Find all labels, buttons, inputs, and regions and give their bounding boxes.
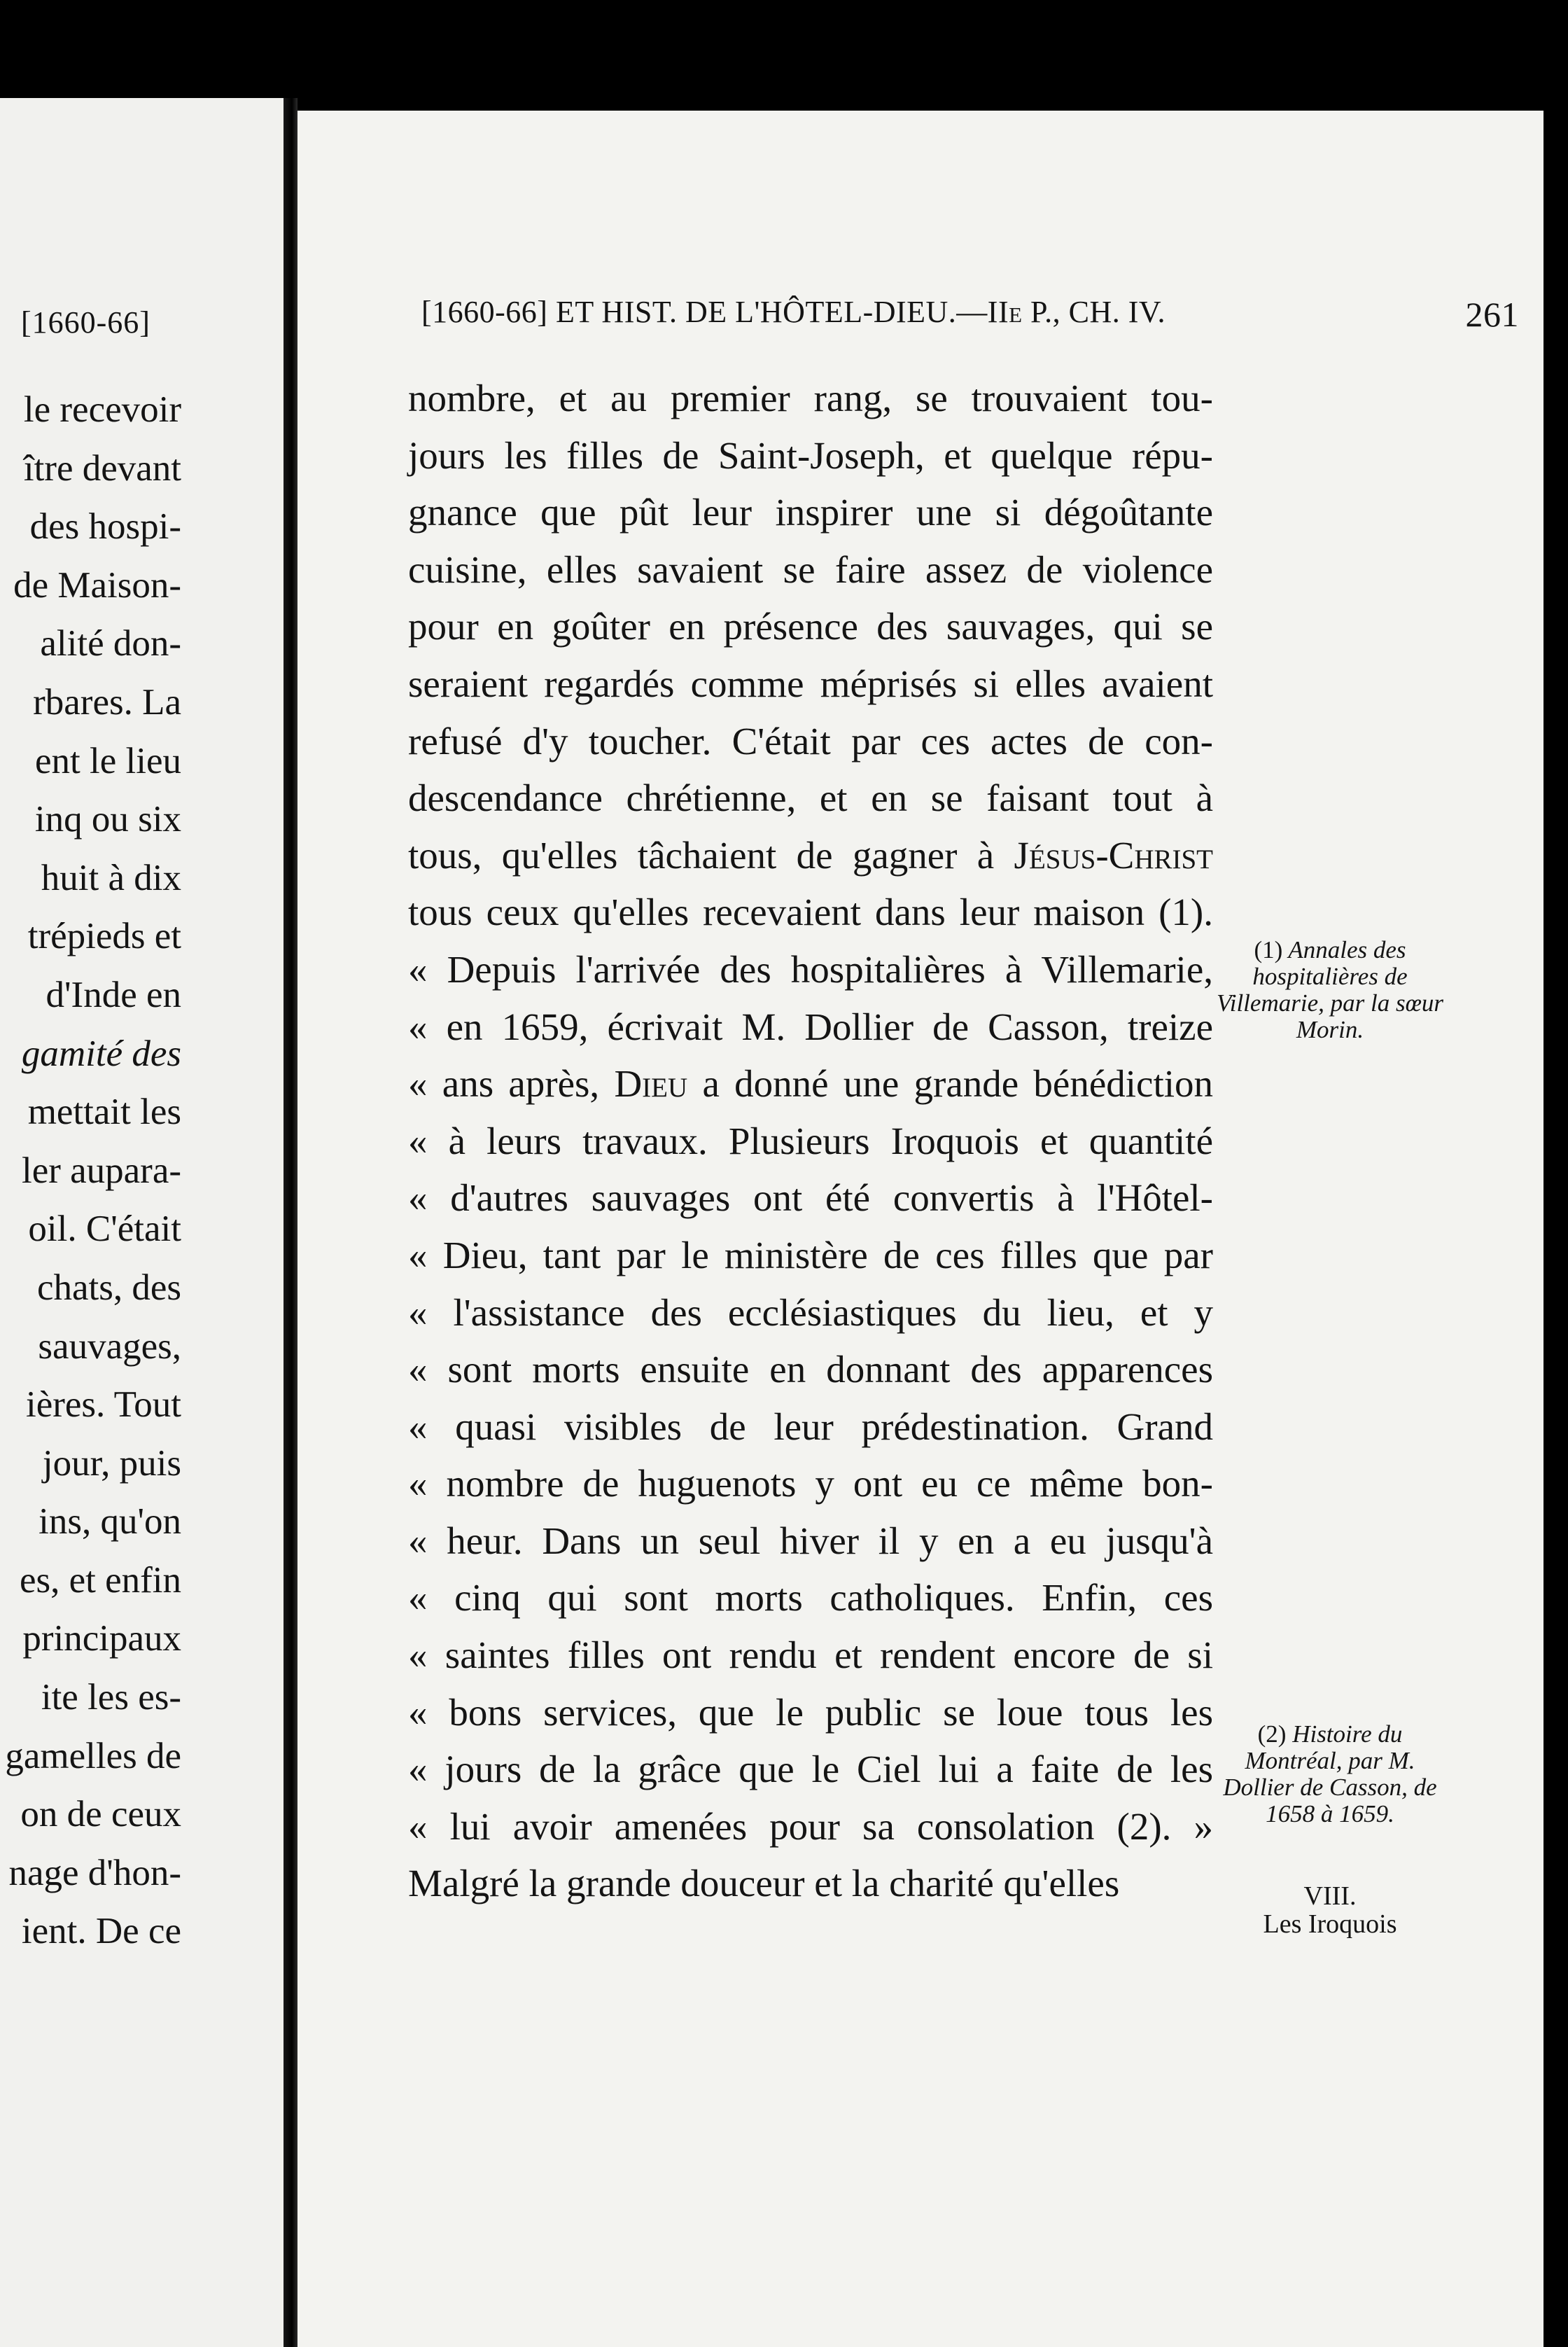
body-line-text: pour en goûter en présence des sauvages, qui se [408, 605, 1213, 648]
body-line-text: seraient regardés comme méprisés si elles avaient [408, 662, 1213, 705]
body-line [408, 1855, 1213, 1912]
small-caps-name: Dieu [614, 1062, 688, 1106]
left-page-line: gamité des [21, 1033, 181, 1074]
body-line-text: cuisine, elles savaient se faire assez de violence [408, 548, 1213, 591]
body-line [408, 541, 1213, 599]
left-page-line: des hospi- [29, 506, 181, 548]
body-line [408, 941, 1213, 998]
body-line-text: « en 1659, écrivait M. Dollier de Casson, treize [408, 1005, 1213, 1048]
footnote-1-number: (1) [1254, 936, 1283, 963]
body-line-text: « jours de la grâce que le Ciel lui a faite de les [408, 1748, 1213, 1791]
body-line-text: « nombre de huguenots y ont eu ce même bon- [408, 1462, 1213, 1505]
left-page-line: mettait les [27, 1092, 181, 1133]
left-page-line: es, et enfin [19, 1559, 181, 1601]
body-line-text: jours les filles de Saint-Joseph, et quelque répu- [408, 433, 1213, 477]
footnote-2-number: (2) [1257, 1720, 1287, 1748]
left-page-line: nage d'hon- [8, 1852, 181, 1893]
body-line [408, 427, 1213, 485]
body-line [408, 1055, 1213, 1113]
body-line [408, 655, 1213, 713]
body-line-text: refusé d'y toucher. C'était par ces actes de con- [408, 719, 1213, 762]
body-line-text: gnance que pût leur inspirer une si dégoûtante [408, 491, 1213, 534]
body-line [408, 1569, 1213, 1627]
left-page-line: inq ou six [34, 799, 181, 840]
body-line-text: « bons services, que le public se loue tous les [408, 1690, 1213, 1734]
body-line [408, 884, 1213, 941]
left-page-line: alité don- [40, 623, 181, 664]
body-line [408, 1741, 1213, 1798]
body-line [408, 1113, 1213, 1170]
left-page-line: chats, des [36, 1267, 181, 1308]
body-line [408, 1684, 1213, 1741]
header-running-title: ET HIST. DE L'HÔTEL-DIEU.—IIe P., CH. IV. [555, 295, 1166, 329]
footnote-2-text: Histoire du Montréal, par M. Dollier de Casson, de 1658 à 1659. [1223, 1720, 1437, 1827]
body-line [408, 1169, 1213, 1227]
body-line [408, 1512, 1213, 1570]
footnote-1 [1214, 937, 1446, 1043]
body-line [408, 713, 1213, 770]
body-line [408, 998, 1213, 1056]
left-page-line: principaux [22, 1618, 181, 1659]
body-line [408, 1398, 1213, 1456]
left-page [0, 98, 284, 2347]
body-line-text: « saintes filles ont rendu et rendent encore de si [408, 1634, 1213, 1677]
body-line-text: « d'autres sauvages ont été convertis à l'Hôtel- [408, 1176, 1213, 1220]
body-line-text: Malgré la grande douceur et la charité qu'elles [408, 1862, 1120, 1905]
side-heading [1214, 1882, 1446, 1938]
footnote-2 [1214, 1721, 1446, 1827]
left-page-line: sauvages, [38, 1325, 181, 1367]
body-line-text: « lui avoir amenées pour sa consolation (2). » [408, 1804, 1213, 1848]
left-page-line: jour, puis [42, 1442, 181, 1484]
left-page-line: ent le lieu [35, 740, 181, 781]
body-line [408, 1798, 1213, 1855]
left-page-line: ître devant [23, 447, 181, 489]
page-number: 261 [1465, 295, 1519, 334]
body-line-text: « à leurs travaux. Plusieurs Iroquois et quantité [408, 1119, 1213, 1162]
running-header [421, 294, 1519, 334]
left-page-line: on de ceux [20, 1794, 181, 1835]
footnote-1-text: Annales des hospitalières de Villemarie, par la sœur Morin. [1216, 936, 1444, 1043]
body-text [408, 370, 1213, 1912]
body-line-text: « Depuis l'arrivée des hospitalières à Villemarie, [408, 947, 1213, 991]
right-page [298, 111, 1544, 2347]
small-caps-name: Jésus-Christ [1014, 833, 1213, 877]
left-page-line: le recevoir [23, 389, 181, 430]
left-page-line: trépieds et [27, 916, 181, 957]
left-page-line: ite les es- [41, 1677, 181, 1718]
body-line [408, 484, 1213, 541]
left-page-line: ient. De ce [21, 1911, 181, 1952]
body-line-text: descendance chrétienne, et en se faisant tout à [408, 776, 1213, 820]
book-gutter [284, 98, 298, 2347]
side-heading-text: Les Iroquois [1263, 1909, 1397, 1939]
body-line [408, 1455, 1213, 1512]
left-page-line: ins, qu'on [38, 1501, 181, 1542]
left-page-line: de Maison- [13, 564, 181, 606]
body-line [408, 1341, 1213, 1398]
body-line-text: « cinq qui sont morts catholiques. Enfin, ces [408, 1576, 1213, 1620]
body-line-text: a donné une grande bénédiction [702, 1062, 1214, 1106]
body-line-text: « Dieu, tant par le ministère de ces filles que par [408, 1233, 1213, 1276]
body-line [408, 1227, 1213, 1284]
header-years: [1660-66] [421, 295, 548, 329]
body-line-text: tous ceux qu'elles recevaient dans leur maison (1). [408, 891, 1213, 934]
body-line-text: « heur. Dans un seul hiver il y en a eu jusqu'à [408, 1519, 1213, 1562]
body-line-text: « l'assistance des ecclésiastiques du lieu, et y [408, 1290, 1213, 1334]
body-line-text: « ans après, [408, 1062, 600, 1106]
left-page-line: gamelles de [5, 1735, 181, 1776]
body-line-text: nombre, et au premier rang, se trouvaient tou- [408, 377, 1213, 419]
body-line [408, 370, 1213, 427]
side-heading-number: VIII. [1303, 1881, 1357, 1911]
left-page-text [5, 381, 181, 1961]
body-line-text: tous, qu'elles tâchaient de gagner à [408, 833, 995, 877]
body-line [408, 1284, 1213, 1342]
body-line [408, 1627, 1213, 1684]
left-page-line: ler aupara- [21, 1150, 181, 1191]
body-line-text: « quasi visibles de leur prédestination. Grand [408, 1405, 1213, 1448]
body-line [408, 598, 1213, 655]
body-line [408, 769, 1213, 827]
left-page-line: d'Inde en [46, 974, 181, 1015]
left-page-line: rbares. La [33, 681, 181, 723]
left-page-line: oil. C'était [28, 1209, 181, 1250]
left-page-line: huit à dix [41, 857, 181, 898]
body-line-text: « sont morts ensuite en donnant des apparences [408, 1348, 1213, 1391]
left-page-line: ières. Tout [26, 1384, 181, 1426]
body-line [408, 827, 1213, 884]
left-page-header: [1660-66] [21, 305, 150, 340]
